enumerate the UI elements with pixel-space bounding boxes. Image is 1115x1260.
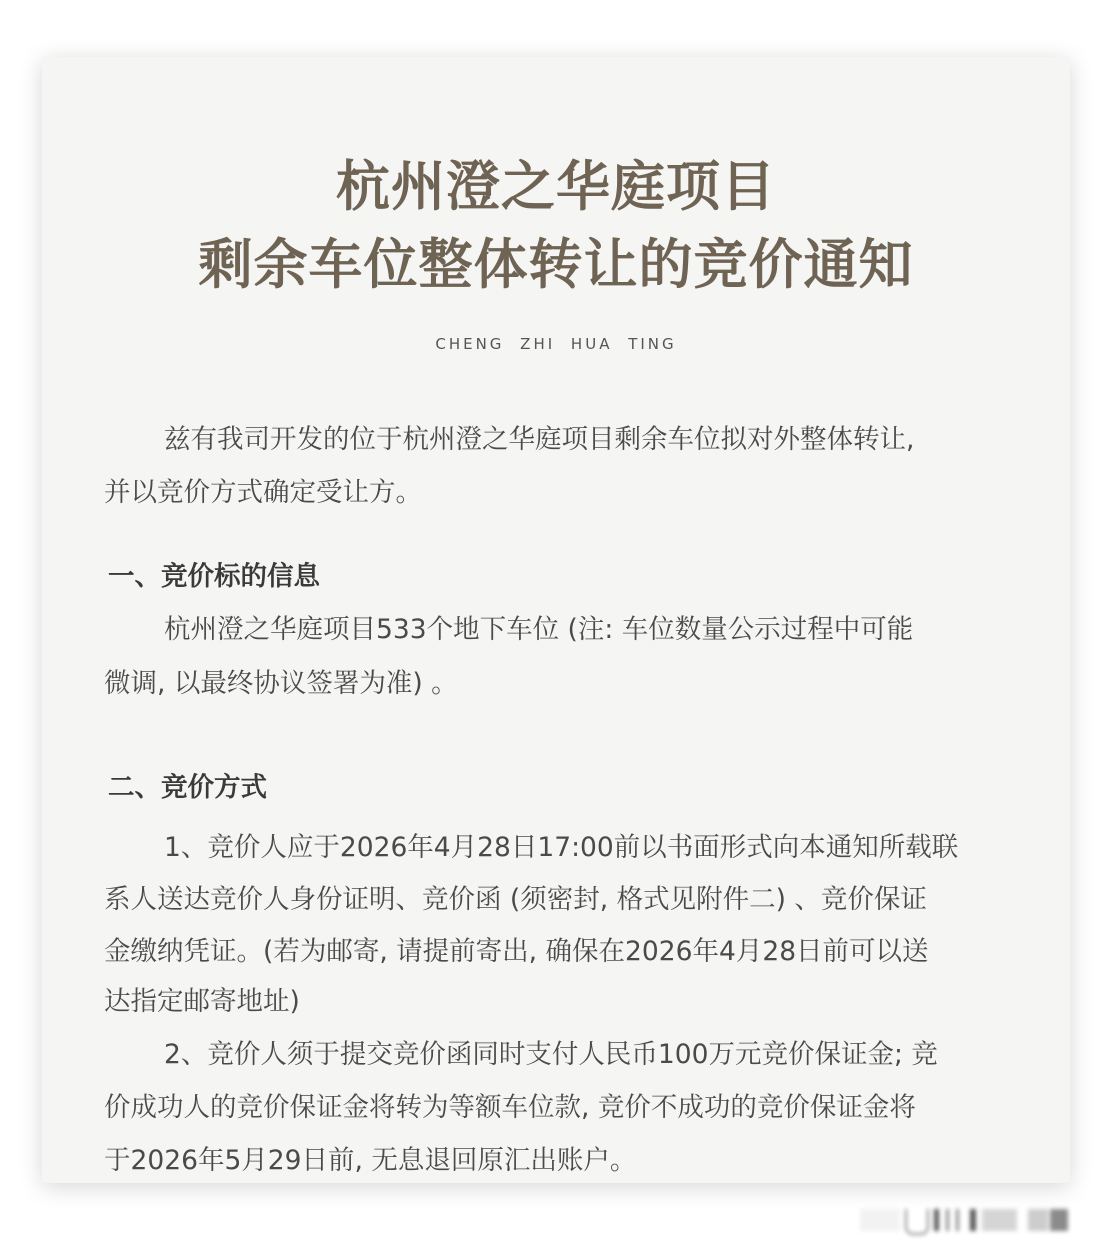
section1-line1: 杭州澄之华庭项目533个地下车位 (注: 车位数量公示过程中可能 [164,614,914,645]
section2-item1-line1: 1、竞价人应于2026年4月28日17:00前以书面形式向本通知所载联 [164,832,959,863]
section2-item2-line2: 价成功人的竞价保证金将转为等额车位款, 竞价不成功的竞价保证金将 [104,1092,916,1123]
document-title-line1: 杭州澄之华庭项目 [336,155,776,218]
section2-heading: 二、竞价方式 [108,772,267,803]
notice-document-card [42,57,1070,1183]
section2-item1-line2: 系人送达竞价人身份证明、竞价函 (须密封, 格式见附件二) 、竞价保证 [104,884,927,915]
intro-line1: 兹有我司开发的位于杭州澄之华庭项目剩余车位拟对外整体转让, [164,424,915,455]
section2-item1-line3: 金缴纳凭证。(若为邮寄, 请提前寄出, 确保在2026年4月28日前可以送 [104,936,929,967]
blurred-watermark [860,1205,1095,1237]
section1-line2: 微调, 以最终协议签署为准) 。 [104,668,458,699]
document-title-line2: 剩余车位整体转让的竞价通知 [198,233,914,296]
section2-item1-line4: 达指定邮寄地址) [104,986,300,1017]
intro-line2: 并以竞价方式确定受让方。 [104,477,422,508]
section2-item2-line1: 2、竞价人须于提交竞价函同时支付人民币100万元竞价保证金; 竞 [164,1039,938,1070]
section1-heading: 一、竞价标的信息 [108,561,320,592]
project-pinyin-subtitle: CHENG ZHI HUA TING [435,335,677,353]
section2-item2-line3: 于2026年5月29日前, 无息退回原汇出账户。 [104,1145,637,1176]
